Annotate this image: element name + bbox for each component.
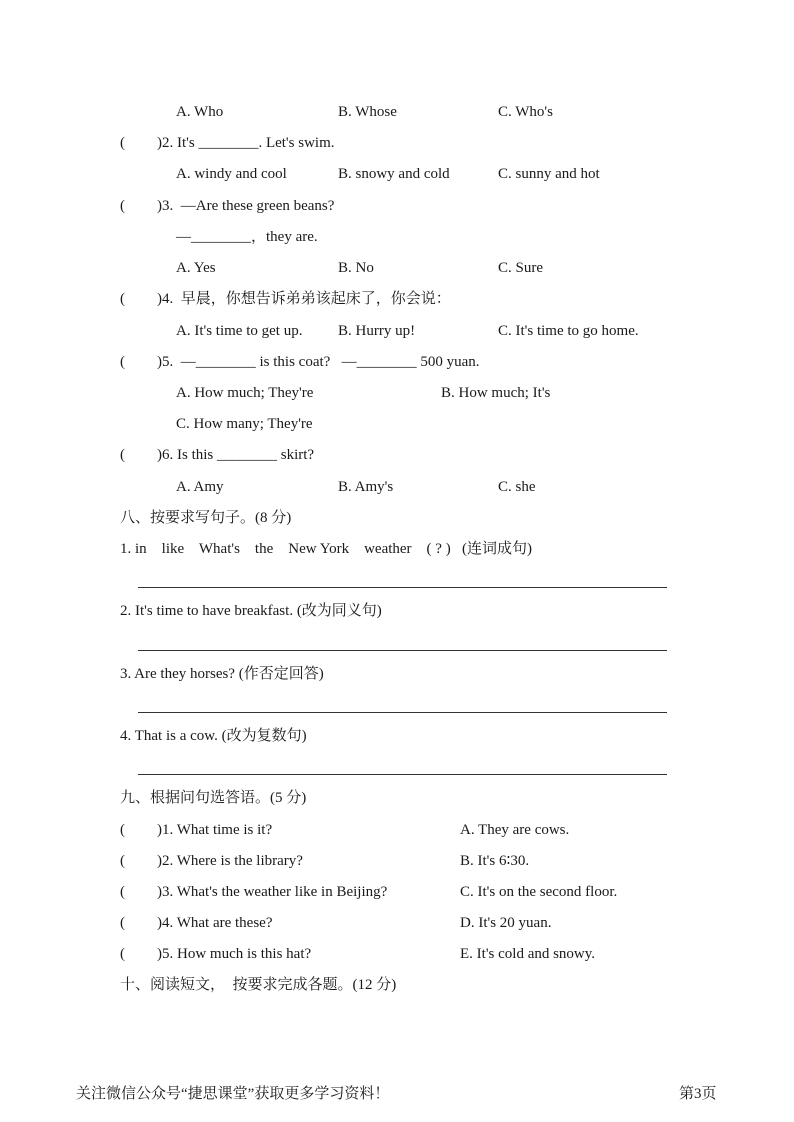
part9-question-2: )2. Where is the library? <box>157 853 303 869</box>
answer-line-2[interactable] <box>138 650 667 651</box>
q5-option-a: A. How much; They're <box>176 385 314 401</box>
part9-question-3: )3. What's the weather like in Beijing? <box>157 884 388 900</box>
q5-option-c: C. How many; They're <box>176 416 313 432</box>
q4-paren: ( <box>120 291 125 307</box>
part9-paren: ( <box>120 915 125 931</box>
q4-option-c: C. It's time to go home. <box>498 323 639 339</box>
q1-option-a: A. Who <box>176 104 224 120</box>
page-number: 第3页 <box>679 1086 717 1102</box>
q4-question: )4. 早晨，你想告诉弟弟该起床了，你会说： <box>157 291 451 307</box>
q4-option-a: A. It's time to get up. <box>176 323 303 339</box>
part9-question-4: )4. What are these? <box>157 915 273 931</box>
footer-note: 关注微信公众号“捷思课堂”获取更多学习资料！ <box>76 1086 390 1102</box>
answer-line-1[interactable] <box>138 587 667 588</box>
q3-option-c: C. Sure <box>498 260 543 276</box>
part9-answer-d: D. It's 20 yuan. <box>460 915 552 931</box>
part9-paren: ( <box>120 884 125 900</box>
q2-paren: ( <box>120 135 125 151</box>
q3-option-b: B. No <box>338 260 374 276</box>
q6-paren: ( <box>120 447 125 463</box>
q2-option-b: B. snowy and cold <box>338 166 450 182</box>
part10-heading: 十、阅读短文， 按要求完成各题。(12 分) <box>120 977 397 993</box>
q5-option-b: B. How much; It's <box>441 385 551 401</box>
q3-option-a: A. Yes <box>176 260 216 276</box>
q1-option-b: B. Whose <box>338 104 397 120</box>
answer-line-3[interactable] <box>138 712 667 713</box>
part8-heading: 八、按要求写句子。(8 分) <box>120 510 292 526</box>
part9-answer-b: B. It's 6∶30. <box>460 853 530 869</box>
q6-option-c: C. she <box>498 479 536 495</box>
q6-option-b: B. Amy's <box>338 479 394 495</box>
q2-option-c: C. sunny and hot <box>498 166 600 182</box>
part8-sentence-3: 3. Are they horses? (作否定回答) <box>120 666 324 682</box>
answer-line-4[interactable] <box>138 774 667 775</box>
part9-question-5: )5. How much is this hat? <box>157 946 312 962</box>
q3-paren: ( <box>120 198 125 214</box>
part9-paren: ( <box>120 946 125 962</box>
part8-sentence-2: 2. It's time to have breakfast. (改为同义句) <box>120 603 382 619</box>
part9-answer-e: E. It's cold and snowy. <box>460 946 596 962</box>
part8-sentence-1: 1. in like What's the New York weather ( ? ) (连词成句) <box>120 541 532 557</box>
part9-heading: 九、根据问句选答语。(5 分) <box>120 790 307 806</box>
q3-answer-line: —________，they are. <box>176 229 318 245</box>
part9-question-1: )1. What time is it? <box>157 822 273 838</box>
q1-option-c: C. Who's <box>498 104 553 120</box>
part9-paren: ( <box>120 822 125 838</box>
q3-question: )3. —Are these green beans? <box>157 198 335 214</box>
q6-option-a: A. Amy <box>176 479 224 495</box>
q2-question: )2. It's ________. Let's swim. <box>157 135 335 151</box>
q6-question: )6. Is this ________ skirt? <box>157 447 315 463</box>
q4-option-b: B. Hurry up! <box>338 323 416 339</box>
q2-option-a: A. windy and cool <box>176 166 287 182</box>
part8-sentence-4: 4. That is a cow. (改为复数句) <box>120 728 307 744</box>
part9-paren: ( <box>120 853 125 869</box>
q5-question: )5. —________ is this coat? —________ 500 yuan. <box>157 354 480 370</box>
part9-answer-a: A. They are cows. <box>460 822 570 838</box>
part9-answer-c: C. It's on the second floor. <box>460 884 618 900</box>
q5-paren: ( <box>120 354 125 370</box>
